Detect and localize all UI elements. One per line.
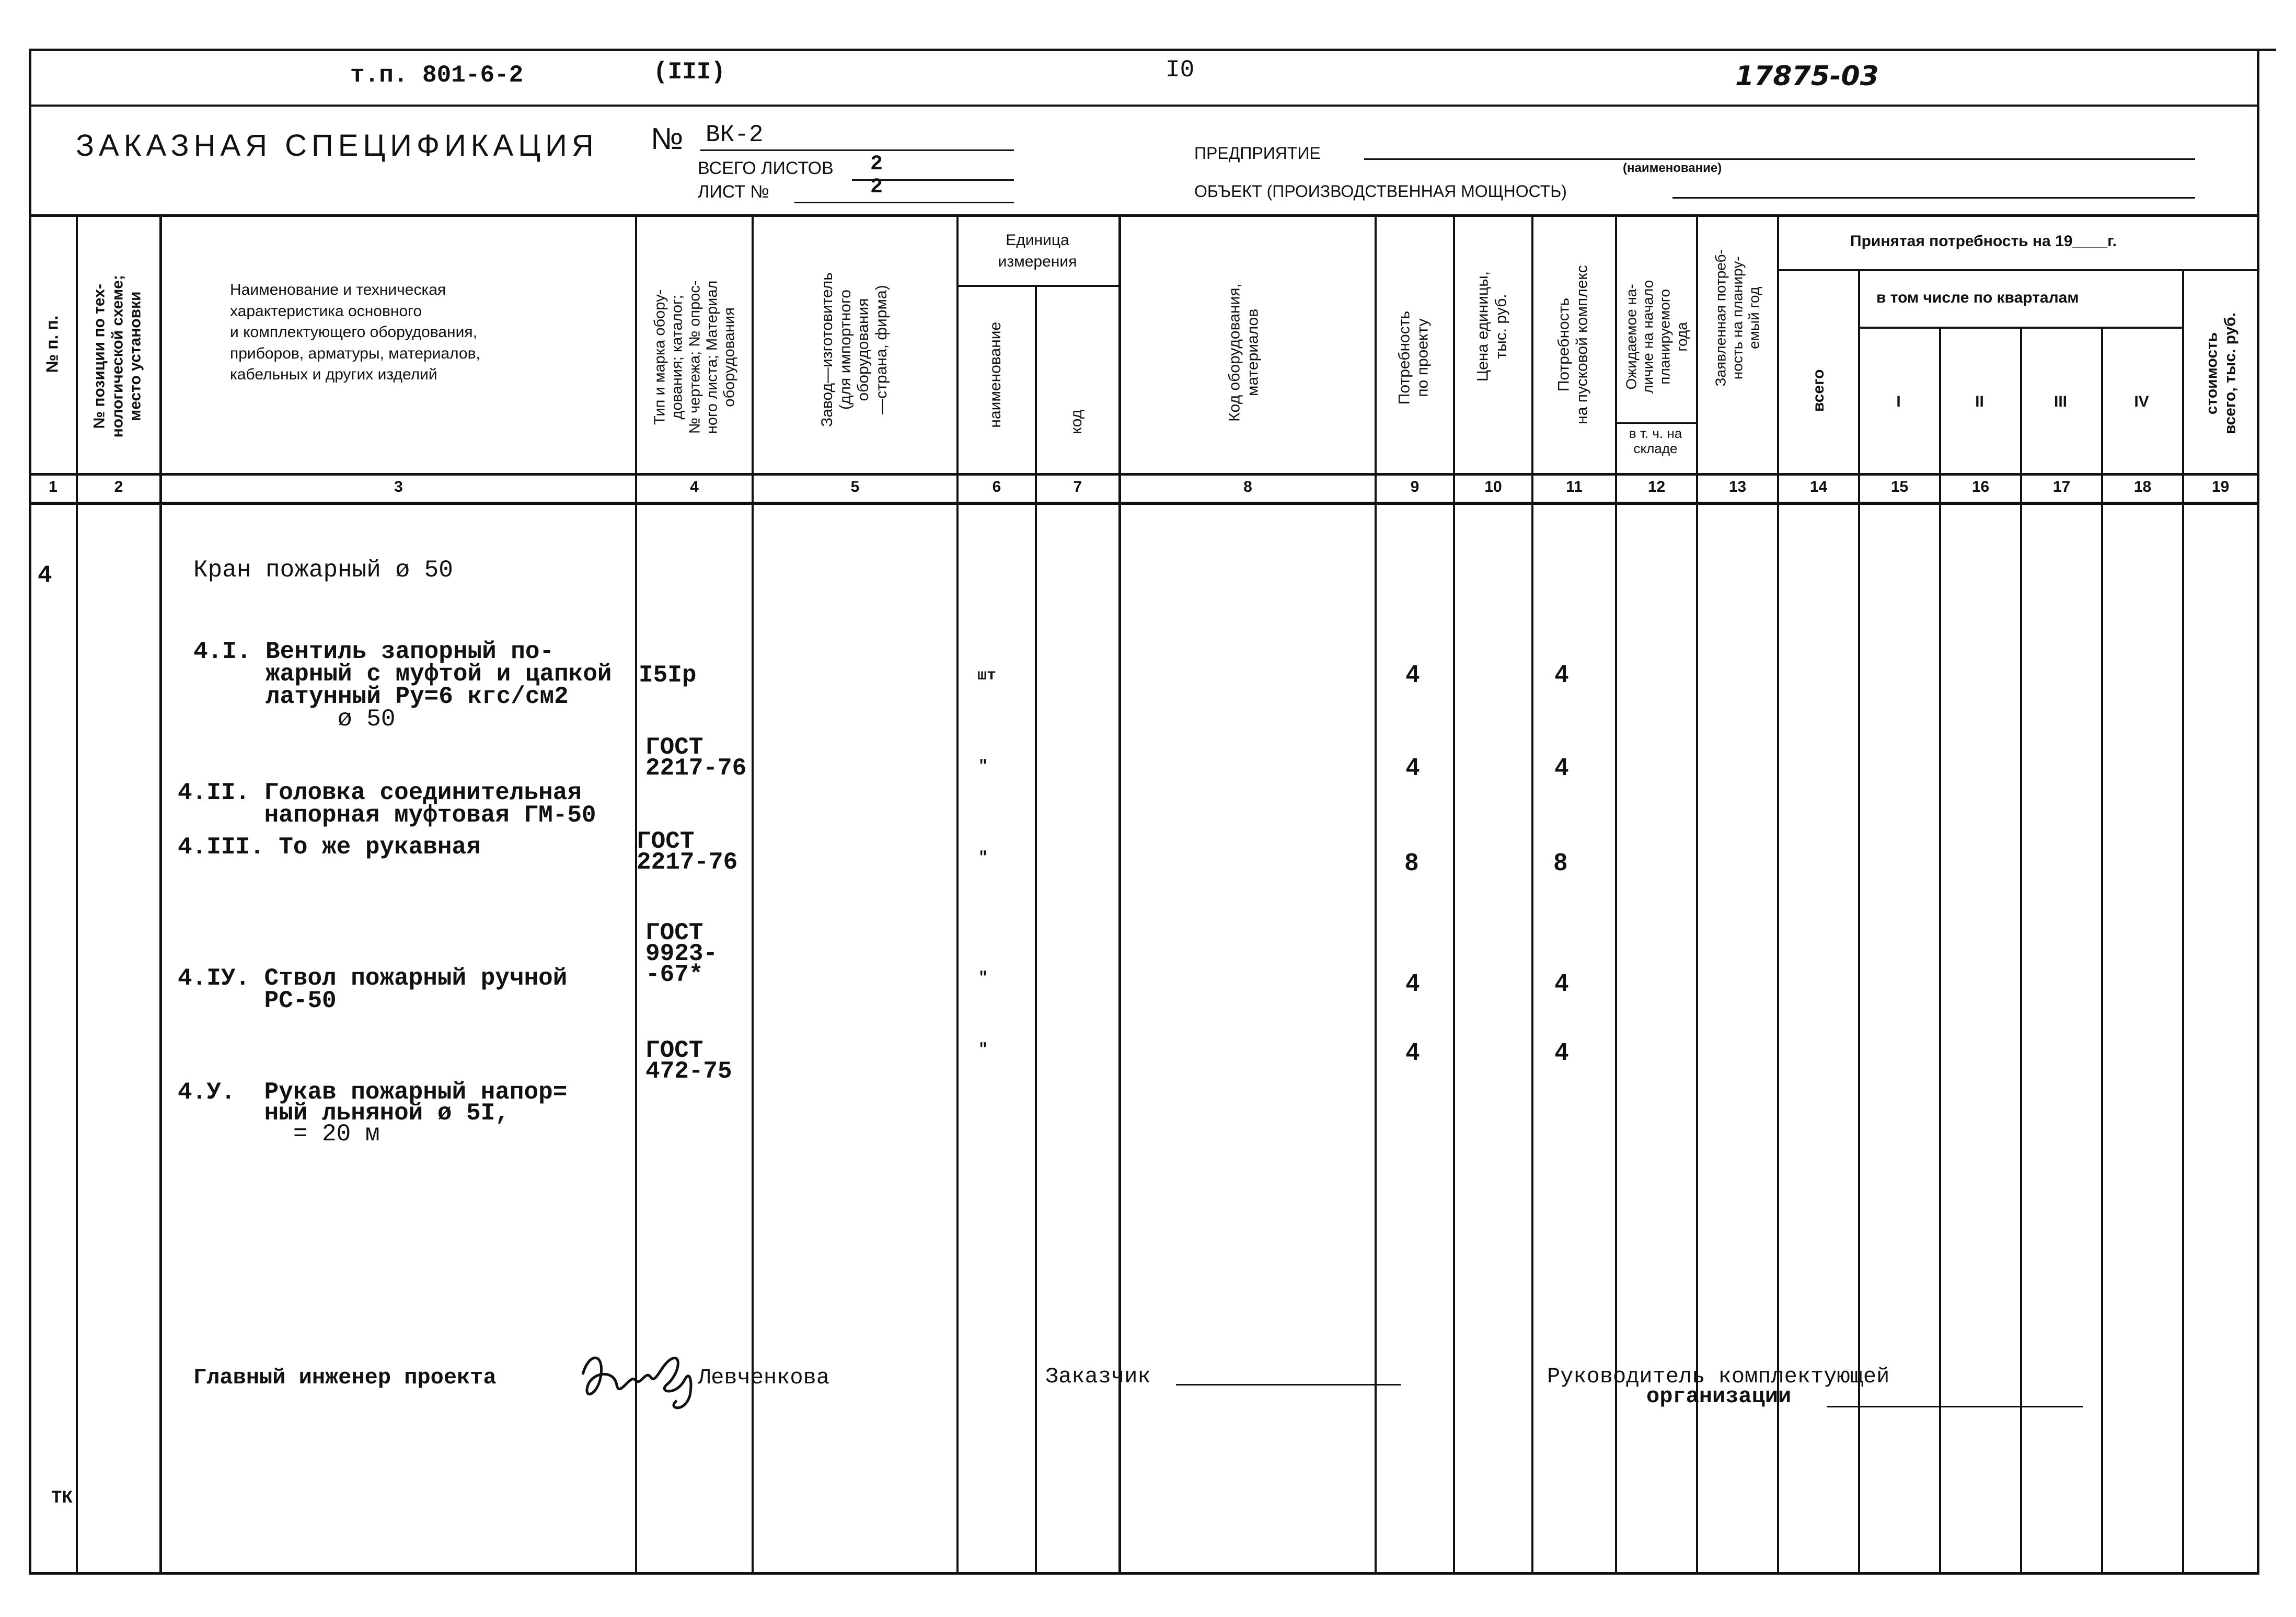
row-need: 8 bbox=[1405, 848, 1418, 875]
colnum: 13 bbox=[1728, 478, 1747, 495]
head-org-signature-line bbox=[1827, 1406, 2083, 1407]
colnum-bottom bbox=[29, 502, 2259, 505]
chief-engineer-name: Левченкова bbox=[698, 1365, 830, 1390]
colnum: 17 bbox=[2052, 478, 2071, 495]
header-c2: № позиции по тех- нологической схеме; место установки bbox=[90, 275, 144, 438]
header-c12-sub: в т. ч. на складе bbox=[1629, 425, 1682, 456]
page-title: ЗАКАЗНАЯ СПЕЦИФИКАЦИЯ bbox=[76, 129, 598, 163]
corner-mark: ТК bbox=[51, 1488, 73, 1508]
spec-number-label: № bbox=[651, 122, 684, 156]
header-c3: Наименование и техническая характеристика основного и комплектующего оборудования, приборов, арматуры, материалов, кабельных и других изделий bbox=[230, 281, 480, 383]
top-rule bbox=[29, 49, 2276, 51]
colnum: 14 bbox=[1809, 478, 1828, 495]
row-name: 4.IУ. Ствол пожарный ручной РС-50 bbox=[178, 965, 568, 1014]
chief-engineer-label: Главный инженер проекта bbox=[193, 1365, 497, 1390]
row-unit: " bbox=[978, 758, 988, 776]
row-name: 4.I. Вентиль запорный по- жарный с муфтой и цапкой латунный Ру=6 кгс/см2 ø 50 bbox=[193, 638, 612, 733]
header-quarters-group: в том числе по кварталам bbox=[1876, 289, 2079, 306]
object-underline bbox=[1672, 197, 2195, 199]
row-name: Кран пожарный ø 50 bbox=[193, 557, 453, 584]
row-type: ГОСТ 472-75 bbox=[645, 1037, 732, 1085]
header-bottom bbox=[29, 473, 2259, 476]
frame-left bbox=[29, 49, 31, 1575]
quarters-line bbox=[1858, 327, 2182, 329]
colnum: 12 bbox=[1647, 478, 1666, 495]
enterprise-hint: (наименование) bbox=[1623, 161, 1722, 175]
header-c14: всего bbox=[1809, 369, 1827, 412]
colnum: 4 bbox=[690, 478, 699, 495]
header-c7: код bbox=[1067, 409, 1085, 434]
object-label: ОБЪЕКТ (ПРОИЗВОДСТВЕННАЯ МОЩНОСТЬ) bbox=[1194, 182, 1567, 201]
header-accepted: Принятая потребность на 19____г. bbox=[1850, 233, 2117, 250]
colnum: 1 bbox=[49, 478, 57, 495]
colnum: 16 bbox=[1971, 478, 1990, 495]
frame-bottom bbox=[29, 1572, 2259, 1575]
colnum: 3 bbox=[394, 478, 403, 495]
colnum: 19 bbox=[2211, 478, 2230, 495]
colnum: 15 bbox=[1890, 478, 1909, 495]
page-number: I0 bbox=[1166, 56, 1195, 84]
row-name: 4.III. То же рукавная bbox=[178, 834, 481, 861]
sheet-label: ЛИСТ № bbox=[698, 182, 769, 202]
row-need: 4 bbox=[1406, 969, 1420, 996]
enterprise-label: ПРЕДПРИЯТИЕ bbox=[1194, 144, 1321, 163]
top-strip-bottom bbox=[29, 105, 2259, 107]
spec-number-value: ВК-2 bbox=[706, 121, 764, 148]
title-bottom bbox=[29, 214, 2259, 217]
colnum: 8 bbox=[1243, 478, 1252, 495]
ref-roman: (III) bbox=[653, 59, 726, 86]
head-org-label-1: Руководитель комплектующей bbox=[1547, 1364, 1890, 1389]
row-need: 4 bbox=[1406, 753, 1420, 780]
row-unit: " bbox=[978, 969, 988, 987]
colnum: 5 bbox=[850, 478, 860, 495]
header-q3: III bbox=[2053, 393, 2067, 410]
colnum: 11 bbox=[1566, 478, 1583, 495]
frame-right bbox=[2257, 49, 2259, 1575]
header-q2: II bbox=[1975, 393, 1984, 410]
row-need: 4 bbox=[1406, 660, 1420, 687]
row-type: ГОСТ 9923- -67* bbox=[645, 919, 718, 988]
row-launch: 4 bbox=[1555, 1038, 1568, 1065]
customer-signature-line bbox=[1176, 1384, 1401, 1385]
colnum: 9 bbox=[1410, 478, 1420, 495]
colnum: 7 bbox=[1073, 478, 1082, 495]
colnum: 10 bbox=[1484, 478, 1502, 495]
head-org-label-2: организации bbox=[1646, 1384, 1792, 1409]
total-sheets-label: ВСЕГО ЛИСТОВ bbox=[698, 158, 834, 178]
header-c4: Тип и марка обору- дования; каталог; № чертежа; № опрос- ного листа; Материал оборудования bbox=[651, 280, 739, 434]
header-c8: Код оборудования, материалов bbox=[1226, 283, 1261, 422]
header-c5: Завод—изготовитель (для импортного оборудования —страна, фирма) bbox=[818, 272, 890, 427]
unit-group-line bbox=[956, 285, 1121, 287]
row-unit: " bbox=[978, 849, 988, 867]
customer-label: Заказчик bbox=[1045, 1364, 1151, 1389]
header-q1: I bbox=[1896, 393, 1901, 410]
row-unit: шт bbox=[977, 667, 997, 685]
header-c13: Заявленная потреб- ность на планиру- емый год bbox=[1712, 249, 1763, 387]
header-c9: Потребность по проекту bbox=[1395, 310, 1431, 405]
row-position: 4 bbox=[38, 562, 52, 589]
sheet-value: 2 bbox=[870, 176, 883, 199]
header-c1: № п. п. bbox=[42, 315, 62, 373]
enterprise-underline bbox=[1364, 158, 2195, 160]
row-type: ГОСТ 2217-76 bbox=[637, 828, 738, 876]
header-unit-group: Единица измерения bbox=[998, 232, 1077, 270]
sheet-underline bbox=[794, 202, 1014, 203]
row-name: 4.II. Головка соединительная напорная муфтовая ГМ-50 bbox=[178, 779, 596, 829]
ref-left: т.п. 801-6-2 bbox=[350, 62, 524, 89]
header-c11: Потребность на пусковой комплекс bbox=[1555, 265, 1590, 424]
header-c12: Ожидаемое на- личие на начало планируемого года bbox=[1623, 280, 1690, 394]
row-launch: 4 bbox=[1555, 753, 1568, 780]
colnum: 18 bbox=[2133, 478, 2152, 495]
header-c10: Цена единицы, тыс. руб. bbox=[1474, 271, 1509, 382]
colnum: 2 bbox=[114, 478, 123, 495]
document-number: 17875-03 bbox=[1735, 61, 1879, 92]
header-q4: IV bbox=[2134, 393, 2149, 410]
signature-icon bbox=[572, 1343, 708, 1416]
row-name: 4.У. Рукав пожарный напор= ный льняной ø 5I, = 20 м bbox=[178, 1079, 568, 1148]
c12-sub-line bbox=[1615, 422, 1696, 424]
row-launch: 4 bbox=[1555, 969, 1568, 996]
total-sheets-value: 2 bbox=[870, 153, 883, 176]
row-launch: 8 bbox=[1554, 848, 1567, 875]
accepted-line bbox=[1777, 269, 2259, 271]
spec-number-underline bbox=[700, 149, 1014, 151]
row-launch: 4 bbox=[1555, 660, 1568, 687]
row-unit: " bbox=[978, 1041, 988, 1059]
row-need: 4 bbox=[1406, 1038, 1420, 1065]
colnum: 6 bbox=[992, 478, 1001, 495]
row-type: I5Iр bbox=[639, 662, 697, 689]
header-c19: стоимость всего, тыс. руб. bbox=[2203, 312, 2239, 435]
row-type: ГОСТ 2217-76 bbox=[645, 734, 747, 782]
header-c6: наименование bbox=[986, 321, 1004, 428]
